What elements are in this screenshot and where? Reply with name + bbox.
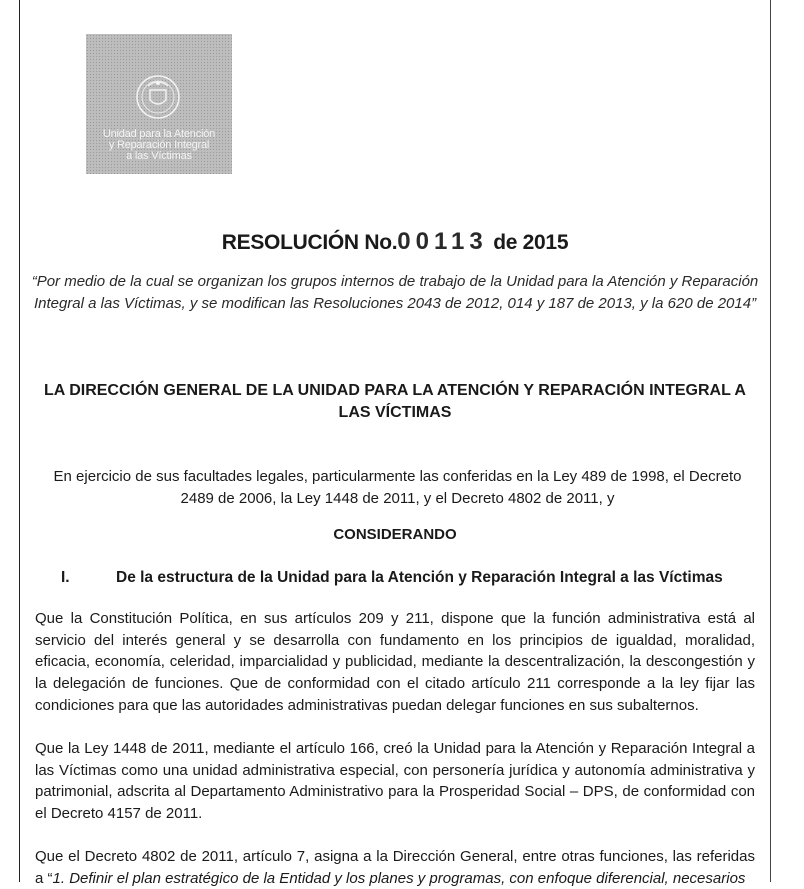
paragraph-decreto-4802 — [35, 846, 755, 889]
section-number: I. — [61, 569, 70, 586]
paragraph-decreto-4802-text: Que el Decreto 4802 de 2011, artículo 7, asigna a la Dirección General, entre otras funciones, las referidas a “ — [35, 848, 755, 887]
page-border-right — [770, 0, 771, 882]
page-border-left — [19, 0, 20, 882]
legal-basis-intro: En ejercicio de sus facultades legales, particularmente las conferidas en la Ley 489 de 1998, el Decreto 2489 de 2006, la Ley 1448 de 2011, y el Decreto 4802 de 2011, y — [53, 468, 742, 507]
unidad-victimas-logo — [86, 34, 232, 174]
logo-text-line3: a las Víctimas — [126, 150, 192, 162]
paragraph-decreto-4802-quote: 1. Definir el plan estratégico de la Entidad y los planes y programas, con enfoque diferencial, necesarios — [52, 869, 746, 887]
logo-text-line2: y Reparación Integral — [108, 139, 210, 151]
paragraph-constitution: Que la Constitución Política, en sus artículos 209 y 211, dispone que la función administrativa está al servicio del interés general y se desarrolla con fundamento en los principios de igualdad, moralidad, eficacia, economía, celeridad, imparcialidad y publicidad, mediante la descentralización, la descongestión y la delegación de funciones. Que de conformidad con el citado artículo 211 corresponde a la ley fijar las condiciones para que las autoridades administrativas puedan delegar funciones en sus subalternos. — [35, 610, 755, 714]
resolution-subtitle: “Por medio de la cual se organizan los grupos internos de trabajo de la Unidad para la Atención y Reparación Integral a las Víctimas, y se modifican las Resoluciones 2043 de 2012, 014 y 187 de 2013, y la 620 de 2014” — [31, 273, 759, 312]
considerando-heading: CONSIDERANDO — [333, 526, 457, 543]
section-heading — [61, 569, 761, 587]
logo-text-line1: Unidad para la Atención — [102, 128, 216, 140]
resolution-title — [0, 228, 790, 256]
paragraph-ley-1448: Que la Ley 1448 de 2011, mediante el artículo 166, creó la Unidad para la Atención y Reparación Integral a las Víctimas como una unidad administrativa especial, con personería jurídica y autonomía administrativa y patrimonial, adscrita al Departamento Administrativo para la Prosperidad Social – DPS, de conformidad con el Decreto 4157 de 2011. — [35, 740, 755, 823]
section-title: De la estructura de la Unidad para la Atención y Reparación Integral a las Víctimas — [116, 569, 723, 586]
resolution-label: RESOLUCIÓN No. — [221, 231, 398, 254]
resolution-number: 00113 — [397, 228, 488, 255]
resolution-year: de 2015 — [493, 231, 569, 254]
coat-of-arms-icon — [134, 72, 182, 122]
issuing-authority: LA DIRECCIÓN GENERAL DE LA UNIDAD PARA LA ATENCIÓN Y REPARACIÓN INTEGRAL A LAS VÍCTIMAS — [44, 382, 746, 421]
